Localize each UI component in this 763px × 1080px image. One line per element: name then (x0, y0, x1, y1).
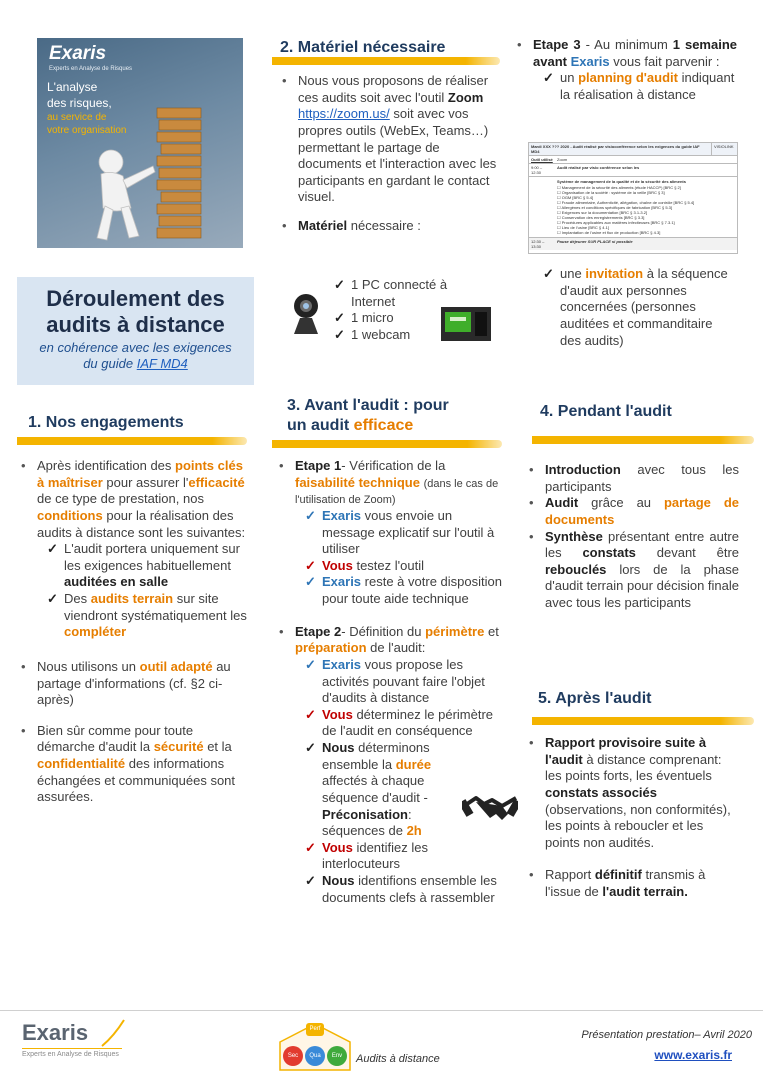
logo-env-badge: Env (327, 1046, 347, 1066)
audit-planning-thumbnail (528, 142, 738, 254)
s3-step-2: • Etape 2- Définition du périmètre et préparation de l'audit: ✓ Exaris vous propose les activités pouvant faire l'objet d'audits à distance ✓ Vous déterminez le périmètre de l'audit en conséquence ✓ Nous déterminons ensemble la durée affectés à chaque séquence d'audit - Préconisation: séquences de 2h ✓ Vous identifiez les interlocuteurs ✓ Nous identifions ensemble les documents clefs à rassembler (277, 624, 507, 907)
logo-sec-badge: Sec (283, 1046, 303, 1066)
equipment-item: ✓ 1 PC connecté à Internet (334, 277, 474, 310)
s1-bullet-3: • Bien sûr comme pour toute démarche d'audit la sécurité et la confidentialité des informations échangées et communiquées sont assurées. (19, 723, 249, 806)
s3-step2-check-2: ✓ Vous déterminez le périmètre de l'audit en conséquence (305, 707, 507, 740)
logo-qua-badge: Qua (305, 1046, 325, 1066)
s3-step2-check-5: ✓ Nous identifions ensemble les documents clefs à rassembler (305, 873, 507, 906)
handshake-icon (462, 792, 518, 832)
equipment-item: ✓ 1 webcam (334, 327, 474, 344)
planning-line: ☐ Exigences sur la documentation [BRC § 3.1-3.2] (557, 210, 648, 215)
footer-brand: Exaris (22, 1020, 89, 1045)
s4-item-1: • Introduction avec tous les participants (527, 462, 739, 495)
page-subtitle (17, 340, 254, 373)
section-5-bar (532, 717, 754, 725)
iaf-md4-link[interactable]: IAF MD4 (136, 356, 188, 372)
s3-step2-check-4: ✓ Vous identifiez les interlocuteurs (305, 840, 507, 873)
footer-divider (0, 1010, 763, 1011)
planning-line: ☐ Implantation de l'usine et flux de production [BRC § 4.3] (557, 230, 661, 235)
planning-section: Système de management de la qualité et de la sécurité des aliments (557, 179, 686, 184)
s1-bullet-2: • Nous utilisons un outil adapté au partage d'informations (cf. §2 ci-après) (19, 659, 249, 709)
footer-logo (22, 1022, 122, 1066)
footer-tagline: Experts en Analyse de Risques (22, 1048, 122, 1060)
s3-step3-check-2: ✓ une invitation à la séquence d'audit aux personnes concernées (personnes auditées et commanditaire des audits) (543, 266, 733, 349)
s4-item-3: • Synthèse présentant entre autre les constats devant être rebouclés lors de la phase d'audit terrain pour décision finale avec tous les participants (527, 529, 739, 612)
s3-step2-check-3: ✓ Nous déterminons ensemble la durée affectés à chaque séquence d'audit - Préconisation: séquences de 2h (305, 740, 433, 840)
s1-check-1: ✓ L'audit portera uniquement sur les exigences habituellement auditées en salle (47, 541, 249, 591)
section-1-bar (17, 437, 247, 445)
webcam-icon (286, 292, 326, 338)
section-3-body (277, 458, 507, 916)
cover-line3: au service de (47, 112, 107, 123)
step-3-block (515, 37, 737, 104)
title-box (17, 277, 254, 385)
logo-perf-badge: Perf (306, 1023, 324, 1036)
product-logo (276, 1020, 354, 1072)
s1-check-2: ✓ Des audits terrain sur site viendront systématiquement les compléter (47, 591, 249, 641)
s3-step2-check-1: ✓ Exaris vous propose les activités pouvant faire l'objet d'audits à distance (305, 657, 507, 707)
s3-step1-check-1: ✓ Exaris vous envoie un message explicatif sur l'outil à utiliser (305, 508, 507, 558)
footer-product-name: Audits à distance (356, 1053, 440, 1065)
cover-brand: Exaris (49, 43, 107, 64)
page-title: Déroulement des audits à distance (46, 286, 225, 337)
section-4-bar (532, 436, 754, 444)
cover-line2: des risques, (47, 96, 112, 110)
planning-line: ☐ Allergènes et conditions spécifiques de fabrication [BRC § 5.3] (557, 205, 672, 210)
planning-line: ☐ Conservation des enregistrements [BRC § 3.3] (557, 215, 645, 220)
s3-step1-check-3: ✓ Exaris reste à votre disposition pour toute aide technique (305, 574, 507, 607)
planning-line: ☐ Management de la sécurité des aliments (étude HACCP) [BRC § 2] (557, 185, 681, 190)
zoom-link[interactable]: https://zoom.us/ (298, 106, 390, 122)
cover-line1: L'analyse (47, 80, 98, 94)
section-2-body (280, 73, 502, 245)
s3-step-3: • Etape 3 - Au minimum 1 semaine avant Exaris vous fait parvenir : (515, 37, 737, 70)
s5-item-2: • Rapport définitif transmis à l'issue de l'audit terrain. (527, 867, 741, 900)
planning-head-right: VISIOLINK (711, 143, 737, 155)
planning-head: Mardi XXX ??? 2020 - Audit réalisé par visioconférence selon les exigences du guide IAF MD4 (531, 144, 700, 154)
section-5-body (527, 735, 741, 911)
planning-desc: Audit réalisé par visio conférence selon les (557, 165, 640, 170)
footer-presentation: Présentation prestation– Avril 2020 (581, 1029, 752, 1041)
planning-line: ☐ Lieu de l'usine [BRC § 4.1] (557, 225, 609, 230)
section-3-bar (272, 440, 502, 448)
s1-bullet-1: • Après identification des points clés à maîtriser pour assurer l'efficacité de ce type de prestation, nos conditions pour la réalisation des audits à distance sont les suivantes: ✓ L'audit portera uniquement sur les exigences habituellement auditées en salle ✓ Des audits terrain sur site viendront systématiquement les compléter (19, 458, 249, 641)
planning-line: ☐ OGM [BRC § 5.4] (557, 195, 594, 200)
cover-brand-tagline: Experts en Analyse de Risques (49, 66, 133, 72)
section-4-title: 4. Pendant l'audit (540, 403, 672, 420)
s5-item-1: • Rapport provisoire suite à l'audit à distance comprenant: les points forts, les éventuels constats associés (observations, non conformités), les points à reboucler et les points non audités. (527, 735, 741, 851)
s4-item-2: • Audit grâce au partage de documents (527, 495, 739, 528)
s3-step-1: • Etape 1- Vérification de la faisabilité technique (dans le cas de l'utilisation de Zoom) ✓ Exaris vous envoie un message explicatif sur l'outil à utiliser ✓ Vous testez l'outil ✓ Exaris reste à votre disposition pour toute aide technique (277, 458, 507, 608)
planning-tool-value: Zoom (557, 157, 568, 162)
cover-image (37, 38, 243, 248)
section-3-title: 3. Avant l'audit : pour un audit efficace (287, 397, 449, 434)
planning-tool-label: Outil utilisé (531, 157, 553, 162)
section-1-body (19, 458, 249, 816)
s3-step3-check-1: ✓ un planning d'audit indiquant la réalisation à distance (543, 70, 737, 103)
planning-line: ☐ Fraude alimentaire, Authenticité, allégation, chaîne de contrôle [BRC § 5.4] (557, 200, 695, 205)
planning-foot-desc: Pause déjeuner SUR PLACE si possible (557, 239, 633, 244)
computer-icon (440, 306, 492, 342)
section-2-title: 2. Matériel nécessaire (280, 39, 446, 56)
jenga-figure-illustration (37, 38, 243, 248)
equipment-item: ✓ 1 micro (334, 310, 474, 327)
subtitle-text: en cohérence avec les exigences du guide (39, 339, 232, 372)
section-1-title: 1. Nos engagements (28, 414, 184, 431)
s2-bullet-2: • Matériel nécessaire : (280, 218, 502, 235)
planning-time: 9:00 – 12:30 (531, 165, 543, 175)
planning-line: ☐ Procédures applicables aux matières infectieuses [BRC § 7.3.1] (557, 220, 675, 225)
s3-step1-check-2: ✓ Vous testez l'outil (305, 558, 507, 575)
section-2-bar (272, 57, 500, 65)
planning-foot-time: 12:30 – 13:30 (531, 239, 545, 249)
cover-line4: votre organisation (47, 125, 127, 136)
section-5-title: 5. Après l'audit (538, 690, 652, 707)
section-4-body (527, 462, 739, 622)
footer-swoosh-icon (100, 1018, 126, 1048)
s2-bullet-1: • Nous vous proposons de réaliser ces audits soit avec l'outil Zoom https://zoom.us/ soit avec vos propres outils (WebEx, Teams…) permettant le partage de documents et l'interaction avec les participants en gardant le contact visuel. (280, 73, 502, 206)
footer-website-link[interactable]: www.exaris.fr (654, 1048, 732, 1062)
planning-line: ☐ Organisation de la société : système de la veille [BRC § 3] (557, 190, 665, 195)
